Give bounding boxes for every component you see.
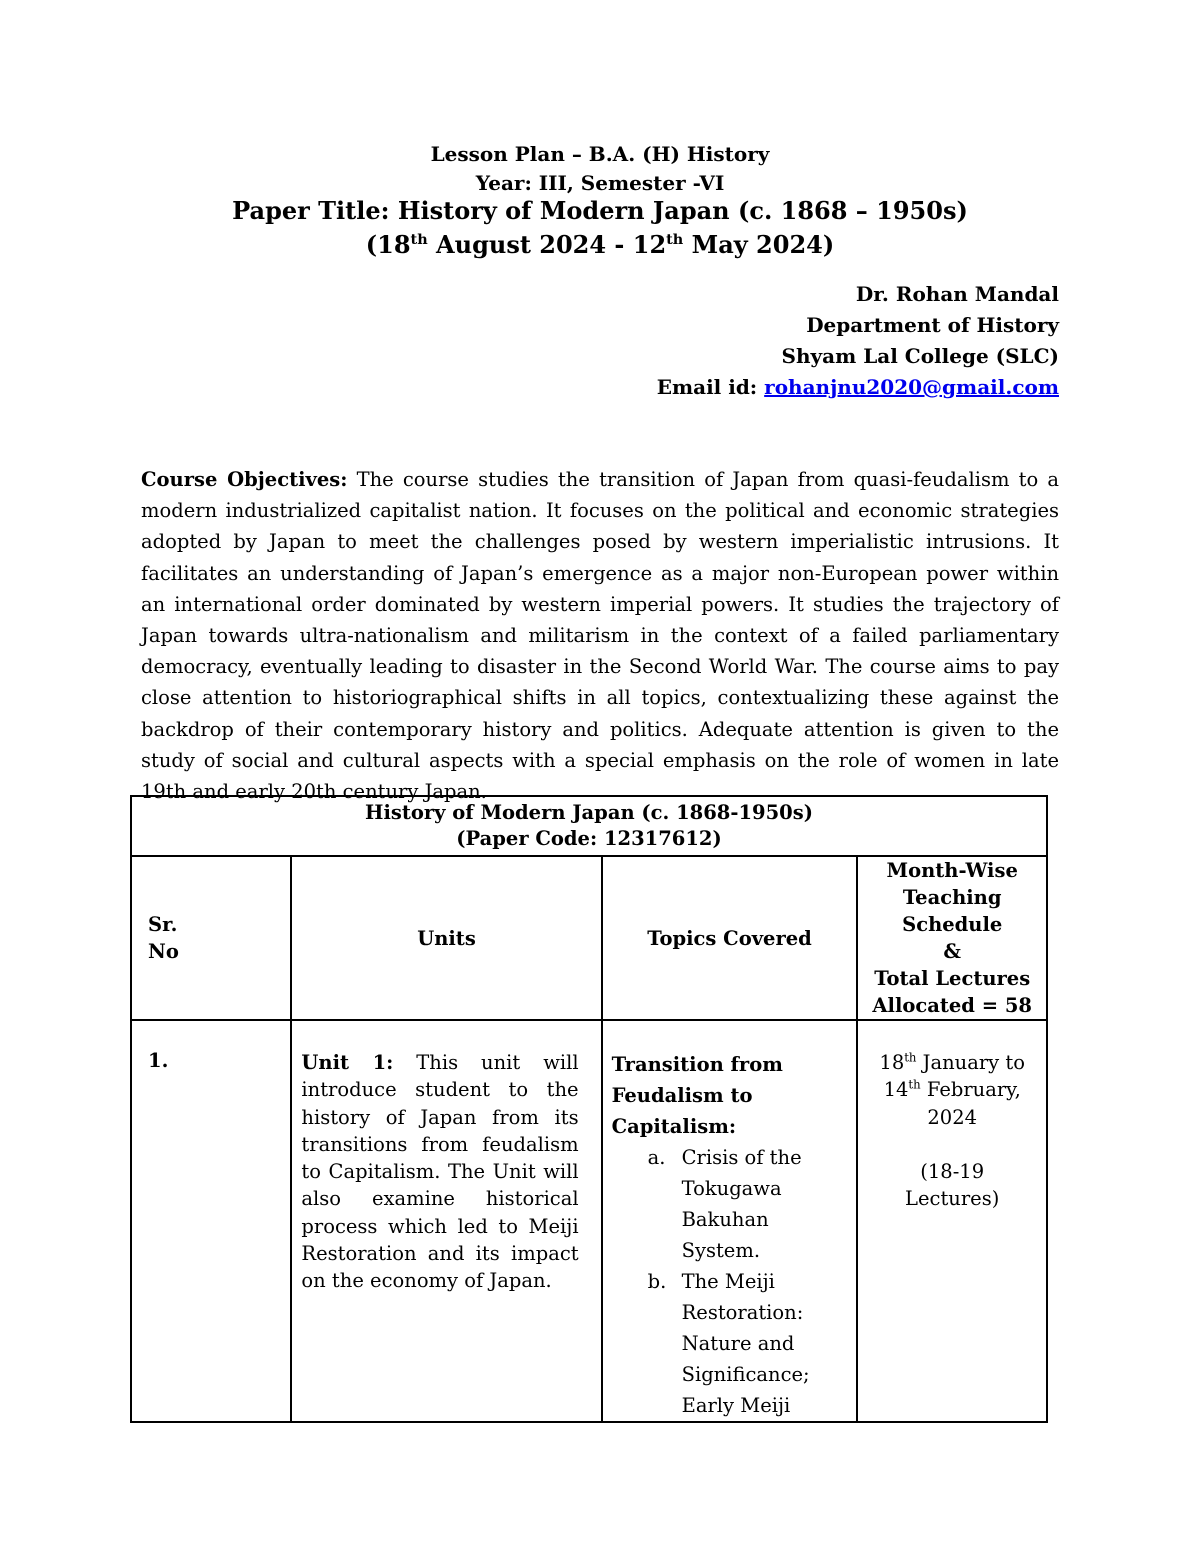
year-semester-line: Year: III, Semester -VI bbox=[475, 171, 725, 195]
lecture-count: (18-19 Lectures) bbox=[905, 1159, 1000, 1211]
author-email bbox=[459, 375, 1059, 399]
date-range: (18th August 2024 - 12th May 2024) bbox=[365, 230, 835, 259]
schedule-start: 18th January to bbox=[879, 1050, 1025, 1074]
row-schedule bbox=[857, 1020, 1047, 1422]
schedule-end: 14th February, bbox=[883, 1077, 1021, 1102]
topic-item-b: b. The Meiji Restoration: Nature and Significance; Early Meiji bbox=[647, 1270, 810, 1417]
lesson-plan-table bbox=[130, 795, 1048, 1423]
topic-heading: Transition from Feudalism to Capitalism: bbox=[611, 1053, 783, 1138]
doc-title-line: Lesson Plan – B.A. (H) History bbox=[430, 142, 770, 166]
col-header-topics: Topics Covered bbox=[602, 856, 858, 1020]
email-label: Email id: bbox=[656, 375, 765, 399]
author-college: Shyam Lal College (SLC) bbox=[781, 344, 1059, 368]
table-title-cell bbox=[131, 796, 1047, 856]
unit-text: This unit will introduce student to the history of Japan from its transitions from feudalism to Capitalism. The Unit will also examine historical process which led to Meiji Restoration and its impact on the economy of Japan. bbox=[301, 1051, 579, 1293]
row-sr-no: 1. bbox=[131, 1020, 291, 1422]
table-row bbox=[131, 1020, 1047, 1422]
schedule-year: 2024 bbox=[927, 1105, 978, 1129]
topic-list bbox=[612, 1142, 849, 1421]
author-name: Dr. Rohan Mandal bbox=[855, 282, 1059, 306]
row-unit-description bbox=[291, 1020, 601, 1422]
col-header-units: Units bbox=[291, 856, 601, 1020]
table-title: History of Modern Japan (c. 1868-1950s) bbox=[365, 801, 813, 824]
paper-title: Paper Title: History of Modern Japan (c. 1868 – 1950s) bbox=[232, 196, 968, 225]
unit-label: Unit 1: bbox=[301, 1051, 394, 1074]
author-department: Department of History bbox=[806, 313, 1059, 337]
col-header-schedule: Month-Wise Teaching Schedule & Total Lectures Allocated = 58 bbox=[857, 856, 1047, 1020]
row-topics bbox=[602, 1020, 858, 1422]
objectives-text: The course studies the transition of Japan from quasi-feudalism to a modern industrialized capitalist nation. It focuses on the political and economic strategies adopted by Japan to meet the challenges posed by western imperialistic intrusions. It facilitates an understanding of Japan’s emergence as a major non-European power within an international order dominated by western imperial powers. It studies the trajectory of Japan towards ultra-nationalism and militarism in the context of a failed parliamentary democracy, eventually leading to disaster in the Second World War. The course aims to pay close attention to historiographical shifts in all topics, contextualizing these against the backdrop of their contemporary history and politics. Adequate attention is given to the study of social and cultural aspects with a special emphasis on the role of women in late 19th and early 20th century Japan. bbox=[141, 468, 1060, 804]
paper-code: (Paper Code: 12317612) bbox=[456, 827, 722, 850]
course-objectives bbox=[141, 464, 1059, 807]
objectives-label: Course Objectives: bbox=[141, 468, 348, 491]
topic-item-a: a. Crisis of the Tokugawa Bakuhan System. bbox=[647, 1146, 802, 1262]
col-header-sr-no: Sr. No bbox=[131, 856, 291, 1020]
email-link[interactable]: rohanjnu2020@gmail.com bbox=[764, 375, 1059, 399]
